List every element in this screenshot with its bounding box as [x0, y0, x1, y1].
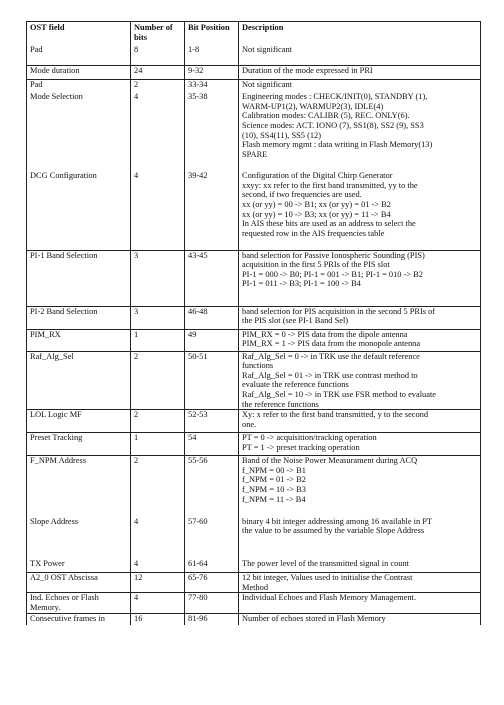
- table-row: [27, 92, 481, 171]
- description-line: requested row in the AIS frequencies table: [242, 228, 385, 238]
- description-line: Raf_Alg_Sel = 10 -> in TRK use FSR method to evaluate: [242, 390, 436, 400]
- cell-description: [239, 92, 481, 171]
- cell-number-of-bits: 2: [131, 410, 185, 433]
- description-line: Science modes: ACT. IONO (7), SS1(8), SS2 (9), SS3: [242, 120, 424, 130]
- cell-description: [239, 573, 481, 593]
- cell-description: [239, 250, 481, 306]
- description-line: PT = 1 -> preset tracking operation: [242, 442, 360, 452]
- description-line: Configuration of the Digital Chirp Generator: [242, 171, 393, 181]
- table-row: [27, 329, 481, 351]
- description-line: f_NPM = 11 -> B4: [242, 494, 306, 504]
- description-line: Number of echoes stored in Flash Memory: [242, 613, 386, 623]
- cell-ost-field: DCG Configuration: [27, 171, 131, 250]
- table-row: [27, 410, 481, 433]
- description-line: Calibration modes: CALIBR (5), REC. ONLY(6).: [242, 111, 410, 121]
- cell-ost-field: Slope Address: [27, 517, 131, 559]
- description-line: Individual Echoes and Flash Memory Management.: [242, 593, 416, 603]
- cell-bit-position: 35-38: [185, 92, 239, 171]
- description-line: PT = 0 -> acquisition/tracking operation: [242, 433, 377, 443]
- cell-ost-field: Mode duration: [27, 65, 131, 79]
- cell-number-of-bits: 8: [131, 43, 185, 65]
- description-line: In AIS these bits are used as an address to select the: [242, 219, 416, 229]
- table-row: [27, 351, 481, 410]
- cell-number-of-bits: 12: [131, 573, 185, 593]
- description-line: the PIS slot (see PI-1 Band Sel): [242, 316, 349, 326]
- cell-bit-position: 77-80: [185, 593, 239, 613]
- cell-number-of-bits: 2: [131, 79, 185, 92]
- description-line: Raf_Alg_Sel = 0 -> in TRK use the default reference: [242, 351, 420, 361]
- table-row: [27, 456, 481, 517]
- description-line: f_NPM = 00 -> B1: [242, 465, 306, 475]
- description-line: second, if two frequencies are used.: [242, 190, 362, 200]
- table-row: [27, 517, 481, 559]
- cell-ost-field: Preset Tracking: [27, 433, 131, 456]
- cell-ost-field: Ind. Echoes or Flash Memory.: [27, 593, 131, 613]
- cell-bit-position: 50-51: [185, 351, 239, 410]
- cell-bit-position: 46-48: [185, 306, 239, 329]
- description-line: the reference functions: [242, 399, 319, 409]
- cell-bit-position: 52-53: [185, 410, 239, 433]
- table-row: [27, 43, 481, 65]
- description-line: SPARE: [242, 149, 268, 159]
- cell-ost-field: PIM_RX: [27, 329, 131, 351]
- cell-bit-position: 9-32: [185, 65, 239, 79]
- cell-description: [239, 79, 481, 92]
- cell-ost-field: F_NPM Address: [27, 456, 131, 517]
- cell-ost-field: Consecutive frames in: [27, 613, 131, 625]
- description-line: PIM_RX = 1 -> PIS data from the monopole antenna: [242, 339, 421, 349]
- cell-bit-position: 81-96: [185, 613, 239, 625]
- description-line: PI-1 = 000 -> B0; PI-1 = 001 -> B1; PI-1 = 010 -> B2: [242, 269, 423, 279]
- cell-ost-field: PI-2 Band Selection: [27, 306, 131, 329]
- cell-number-of-bits: 4: [131, 559, 185, 573]
- description-line: Xy: x refer to the first band transmitted, y to the second: [242, 410, 429, 420]
- cell-bit-position: 55-56: [185, 456, 239, 517]
- cell-ost-field: PI-1 Band Selection: [27, 250, 131, 306]
- cell-description: [239, 613, 481, 625]
- description-line: evaluate the reference functions: [242, 380, 349, 390]
- table-row: [27, 65, 481, 79]
- cell-ost-field: Pad: [27, 43, 131, 65]
- description-line: Engineering modes : CHECK/INIT(0), STANDBY (1),: [242, 92, 428, 102]
- description-line: functions: [242, 361, 274, 371]
- table-row: [27, 433, 481, 456]
- description-line: f_NPM = 10 -> B3: [242, 485, 306, 495]
- ost-field-table: [26, 21, 481, 625]
- cell-number-of-bits: 4: [131, 593, 185, 613]
- table-header: [27, 22, 481, 44]
- description-line: The power level of the transmitted signal in count: [242, 558, 409, 568]
- description-line: xx (or yy) = 00 -> B1; xx (or yy) = 01 -> B2: [242, 199, 391, 209]
- cell-number-of-bits: 4: [131, 517, 185, 559]
- cell-description: [239, 433, 481, 456]
- cell-description: [239, 65, 481, 79]
- header-bit-position: Bit Position: [185, 22, 239, 44]
- cell-number-of-bits: 2: [131, 456, 185, 517]
- cell-bit-position: 61-64: [185, 559, 239, 573]
- cell-number-of-bits: 4: [131, 92, 185, 171]
- cell-number-of-bits: 1: [131, 329, 185, 351]
- cell-description: [239, 517, 481, 559]
- cell-bit-position: 1-8: [185, 43, 239, 65]
- cell-description: [239, 329, 481, 351]
- table-row: [27, 613, 481, 625]
- cell-ost-field: Raf_Alg_Sel: [27, 351, 131, 410]
- description-line: Flash memory mgmt : data writing in Flash Memory(13): [242, 140, 433, 150]
- cell-ost-field: LOL Logic MF: [27, 410, 131, 433]
- table-row: [27, 593, 481, 613]
- description-line: Band of the Noise Power Measurament during ACQ: [242, 456, 418, 466]
- header-description: Description: [239, 22, 481, 44]
- table-row: [27, 573, 481, 593]
- description-line: Raf_Alg_Sel = 01 -> in TRK use contrast method to: [242, 370, 418, 380]
- description-line: xxyy: xx refer to the first band transmitted, yy to the: [242, 180, 418, 190]
- cell-ost-field: A2_0 OST Abscissa: [27, 573, 131, 593]
- description-line: Not significant: [242, 45, 293, 55]
- description-line: xx (or yy) = 10 -> B3; xx (or yy) = 11 -> B4: [242, 209, 391, 219]
- cell-number-of-bits: 16: [131, 613, 185, 625]
- description-line: the value to be assumed by the variable Slope Address: [242, 526, 425, 536]
- cell-number-of-bits: 3: [131, 306, 185, 329]
- cell-description: [239, 456, 481, 517]
- cell-number-of-bits: 2: [131, 351, 185, 410]
- description-line: Duration of the mode expressed in PRI: [242, 65, 373, 75]
- description-line: binary 4 bit integer addressing among 16 available in PT: [242, 516, 433, 526]
- description-line: PIM_RX = 0 -> PIS data from the dipole antenna: [242, 329, 408, 339]
- description-line: f_NPM = 01 -> B2: [242, 475, 306, 485]
- cell-number-of-bits: 4: [131, 171, 185, 250]
- description-line: Not significant: [242, 79, 293, 89]
- cell-description: [239, 593, 481, 613]
- description-line: (10), SS4(11), SS5 (12): [242, 130, 322, 140]
- cell-ost-field: Mode Selection: [27, 92, 131, 171]
- table-row: [27, 79, 481, 92]
- description-line: PI-1 = 011 -> B3; PI-1 = 100 -> B4: [242, 279, 361, 289]
- cell-bit-position: 65-76: [185, 573, 239, 593]
- cell-bit-position: 54: [185, 433, 239, 456]
- description-line: band selection for PIS acquisition in the second 5 PRIs of: [242, 306, 436, 316]
- cell-description: [239, 171, 481, 250]
- description-line: Method: [242, 582, 269, 592]
- table-row: [27, 306, 481, 329]
- cell-bit-position: 33-34: [185, 79, 239, 92]
- cell-description: [239, 306, 481, 329]
- description-line: acquisition in the first 5 PRIs of the PIS slot: [242, 260, 390, 270]
- cell-number-of-bits: 24: [131, 65, 185, 79]
- description-line: one.: [242, 419, 257, 429]
- cell-ost-field: TX Power: [27, 559, 131, 573]
- cell-ost-field: Pad: [27, 79, 131, 92]
- cell-description: [239, 43, 481, 65]
- description-line: WARM-UP1(2), WARMUP2(3), IDLE(4): [242, 101, 384, 111]
- cell-bit-position: 39-42: [185, 171, 239, 250]
- cell-number-of-bits: 3: [131, 250, 185, 306]
- table-row: [27, 171, 481, 250]
- cell-description: [239, 410, 481, 433]
- cell-bit-position: 57-60: [185, 517, 239, 559]
- cell-description: [239, 559, 481, 573]
- table-body: [27, 43, 481, 625]
- header-number-of-bits: Number of bits: [131, 22, 185, 44]
- description-line: band selection for Passive Ionospheric Sounding (PIS): [242, 250, 425, 260]
- header-ost-field: OST field: [27, 22, 131, 44]
- table-row: [27, 559, 481, 573]
- cell-description: [239, 351, 481, 410]
- description-line: 12 bit integer, Values used to initialise the Contrast: [242, 573, 413, 583]
- header-row: [27, 22, 481, 44]
- cell-bit-position: 43-45: [185, 250, 239, 306]
- cell-bit-position: 49: [185, 329, 239, 351]
- table-row: [27, 250, 481, 306]
- cell-number-of-bits: 1: [131, 433, 185, 456]
